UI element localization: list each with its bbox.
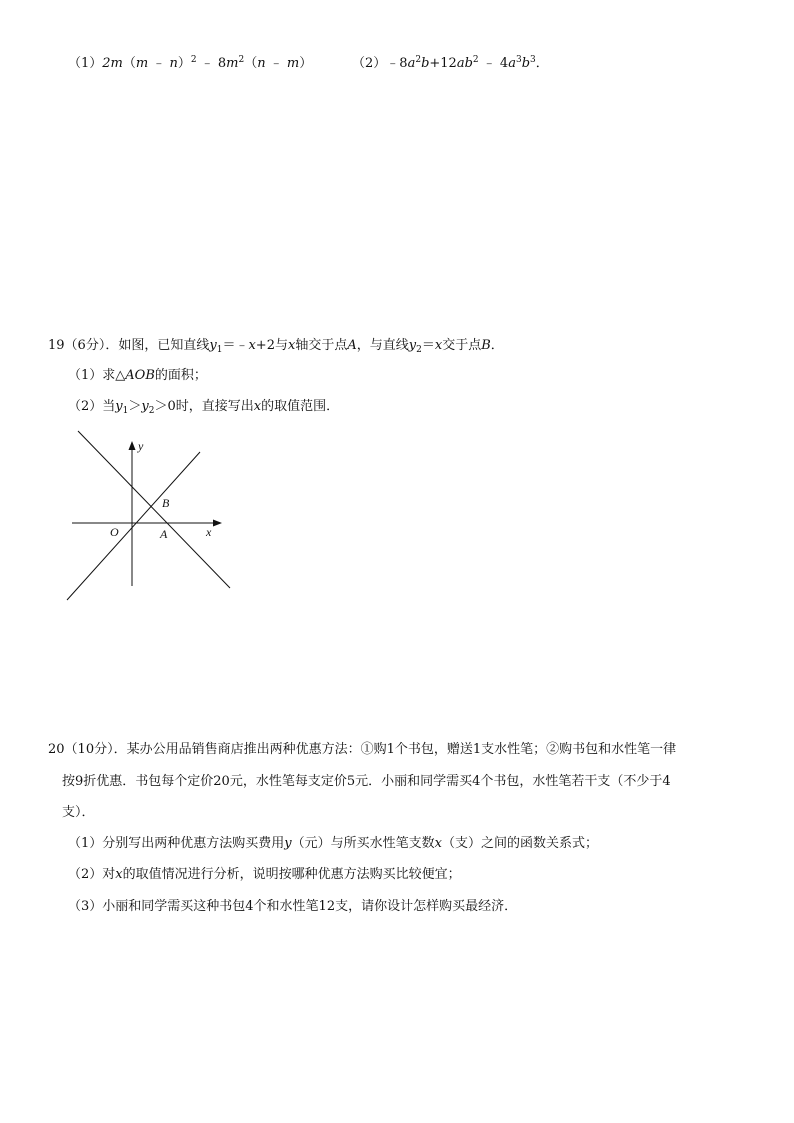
q20-score: （10分）． (64, 742, 127, 757)
q18-part1 (68, 54, 312, 74)
line-y1 (78, 431, 230, 588)
label-origin: O (110, 525, 119, 539)
q18-part1-label: （1） (68, 56, 103, 71)
q19-score: （6分）． (64, 338, 119, 353)
q20-stem-line3: 支）． (62, 805, 95, 820)
q20-sub3: （3）小丽和同学需买这种书包4个和水性笔12支，请你设计怎样购买最经济． (68, 899, 518, 914)
q20-sub2: （2）对x的取值情况进行分析，说明按哪种优惠方法购买比较便宜； (68, 867, 461, 882)
q18-part2 (352, 54, 549, 74)
y-axis-arrow-icon (129, 441, 136, 450)
q19-stem-text: 如图，已知直线$y_1=﹣x+2$与x轴交于点A，与直线$y_2=x$交于点B． (118, 338, 504, 355)
line-y2 (67, 452, 200, 600)
label-y: y (138, 439, 144, 453)
q19-sub2: （2）当$y_1>y_2>0$时，直接写出x的取值范围． (68, 399, 340, 416)
q20-number: 20 (48, 742, 65, 757)
label-x: x (206, 525, 212, 539)
q20-stem-line1 (48, 740, 676, 760)
q19-number: 19 (48, 338, 65, 353)
q20-sub1: （1）分别写出两种优惠方法购买费用y（元）与所买水性笔支数x（支）之间的函数关系式； (68, 836, 599, 851)
q19-figure (60, 428, 240, 604)
label-point-b: B (162, 496, 170, 510)
q18-part2-label: （2） (352, 56, 387, 71)
q20-line1: 某办公用品销售商店推出两种优惠方法：①购1个书包，赠送1支水性笔；②购书包和水性笔一律 (126, 742, 677, 757)
label-point-a: A (160, 527, 168, 541)
q19-stem (48, 336, 504, 356)
q19-sub1: （1）求△AOB的面积； (68, 368, 207, 383)
q18-part1-expr: 2m（m ﹣ n）$^2$ ﹣ $8m^2(n$ ﹣ m） (102, 55, 313, 71)
q18-part2-expr: $﹣8a^2b+12ab^2$ ﹣ $4a^3b^3$． (386, 55, 549, 71)
q20-stem-line2: 按9折优惠．书包每个定价20元，水性笔每支定价5元．小丽和同学需买4个书包，水性笔若干支（不少于4 (62, 774, 671, 789)
x-axis-arrow-icon (213, 520, 222, 527)
